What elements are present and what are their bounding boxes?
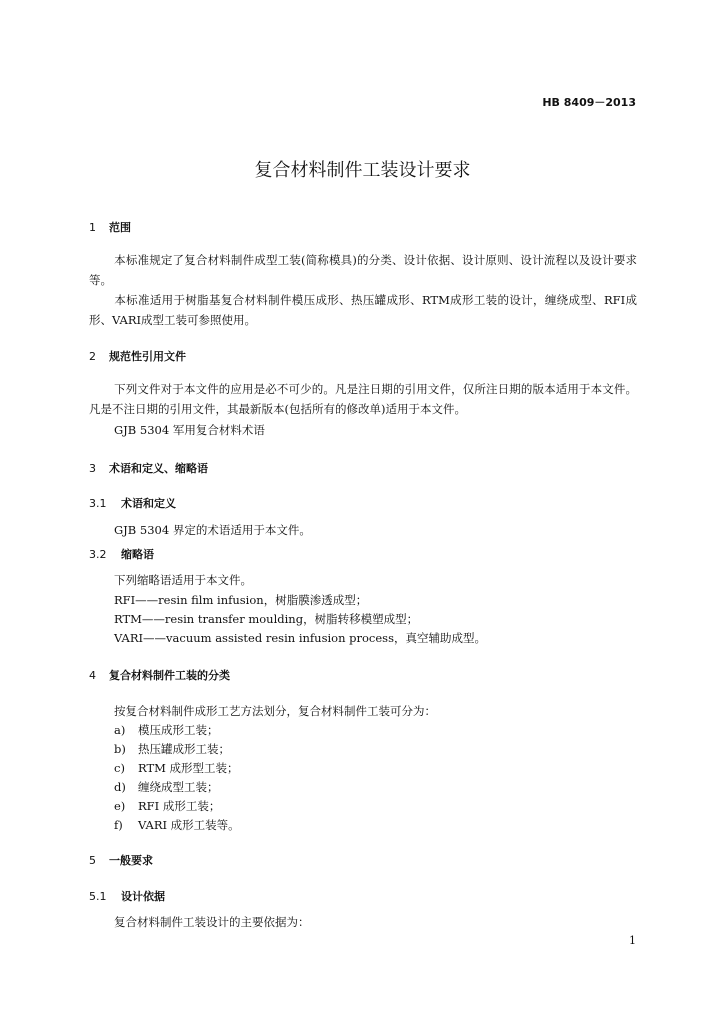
section-number: 1 <box>89 221 96 234</box>
section-3-heading <box>89 460 208 476</box>
list-item: a) 模压成形工装； <box>114 723 219 737</box>
section-title: 缩略语 <box>121 548 154 561</box>
section-5-heading <box>89 852 153 868</box>
section-2-paragraph: 下列文件对于本文件的应用是必不可少的。凡是注日期的引用文件，仅所注日期的版本适用于本文件。凡是不注日期的引用文件，其最新版本(包括所有的修改单)适用于本文件。 <box>89 382 637 416</box>
section-title: 术语和定义 <box>121 497 176 510</box>
section-3-1-text: GJB 5304 界定的术语适用于本文件。 <box>114 523 311 537</box>
section-number: 3 <box>89 462 96 475</box>
section-1-heading <box>89 219 131 235</box>
document-title: 复合材料制件工装设计要求 <box>254 160 471 181</box>
section-3-2-heading <box>89 546 154 562</box>
section-number: 5.1 <box>89 890 107 903</box>
section-title: 术语和定义、缩略语 <box>109 462 208 475</box>
section-number: 2 <box>89 350 96 363</box>
section-3-2-intro: 下列缩略语适用于本文件。 <box>114 573 252 587</box>
list-item: e) RFI 成形工装； <box>114 799 221 813</box>
list-item: f) VARI 成形工装等。 <box>114 818 240 832</box>
standard-code: HB 8409－2013 <box>542 96 636 109</box>
abbreviation-vari: VARI——vacuum assisted resin infusion process，真空辅助成型。 <box>114 631 486 645</box>
section-title: 复合材料制件工装的分类 <box>109 669 230 682</box>
section-title: 设计依据 <box>121 890 165 903</box>
section-1-paragraph-2: 本标准适用于树脂基复合材料制件模压成形、热压罐成形、RTM成形工装的设计，缠绕成型、RFI成形、VARI成型工装可参照使用。 <box>89 293 637 327</box>
section-5-1-text: 复合材料制件工装设计的主要依据为： <box>114 915 310 929</box>
section-number: 4 <box>89 669 96 682</box>
abbreviation-rfi: RFI——resin film infusion，树脂膜渗透成型； <box>114 593 368 607</box>
section-5-1-heading <box>89 888 165 904</box>
section-1-paragraph-1: 本标准规定了复合材料制件成型工装(简称模具)的分类、设计依据、设计原则、设计流程以及设计要求等。 <box>89 253 637 287</box>
page-number: 1 <box>629 934 636 947</box>
list-item: c) RTM 成形型工装； <box>114 761 239 775</box>
section-4-heading <box>89 667 230 683</box>
section-title: 规范性引用文件 <box>109 350 186 363</box>
section-3-1-heading <box>89 495 176 511</box>
section-title: 范围 <box>109 221 131 234</box>
section-title: 一般要求 <box>109 854 153 867</box>
section-number: 3.1 <box>89 497 107 510</box>
section-number: 5 <box>89 854 96 867</box>
list-item: b) 热压罐成形工装； <box>114 742 230 756</box>
list-item: d) 缠绕成型工装； <box>114 780 219 794</box>
section-number: 3.2 <box>89 548 107 561</box>
normative-reference: GJB 5304 军用复合材料术语 <box>114 423 265 437</box>
abbreviation-rtm: RTM——resin transfer moulding，树脂转移模塑成型； <box>114 612 419 626</box>
section-4-intro: 按复合材料制件成形工艺方法划分，复合材料制件工装可分为： <box>114 704 436 718</box>
section-2-heading <box>89 348 186 364</box>
